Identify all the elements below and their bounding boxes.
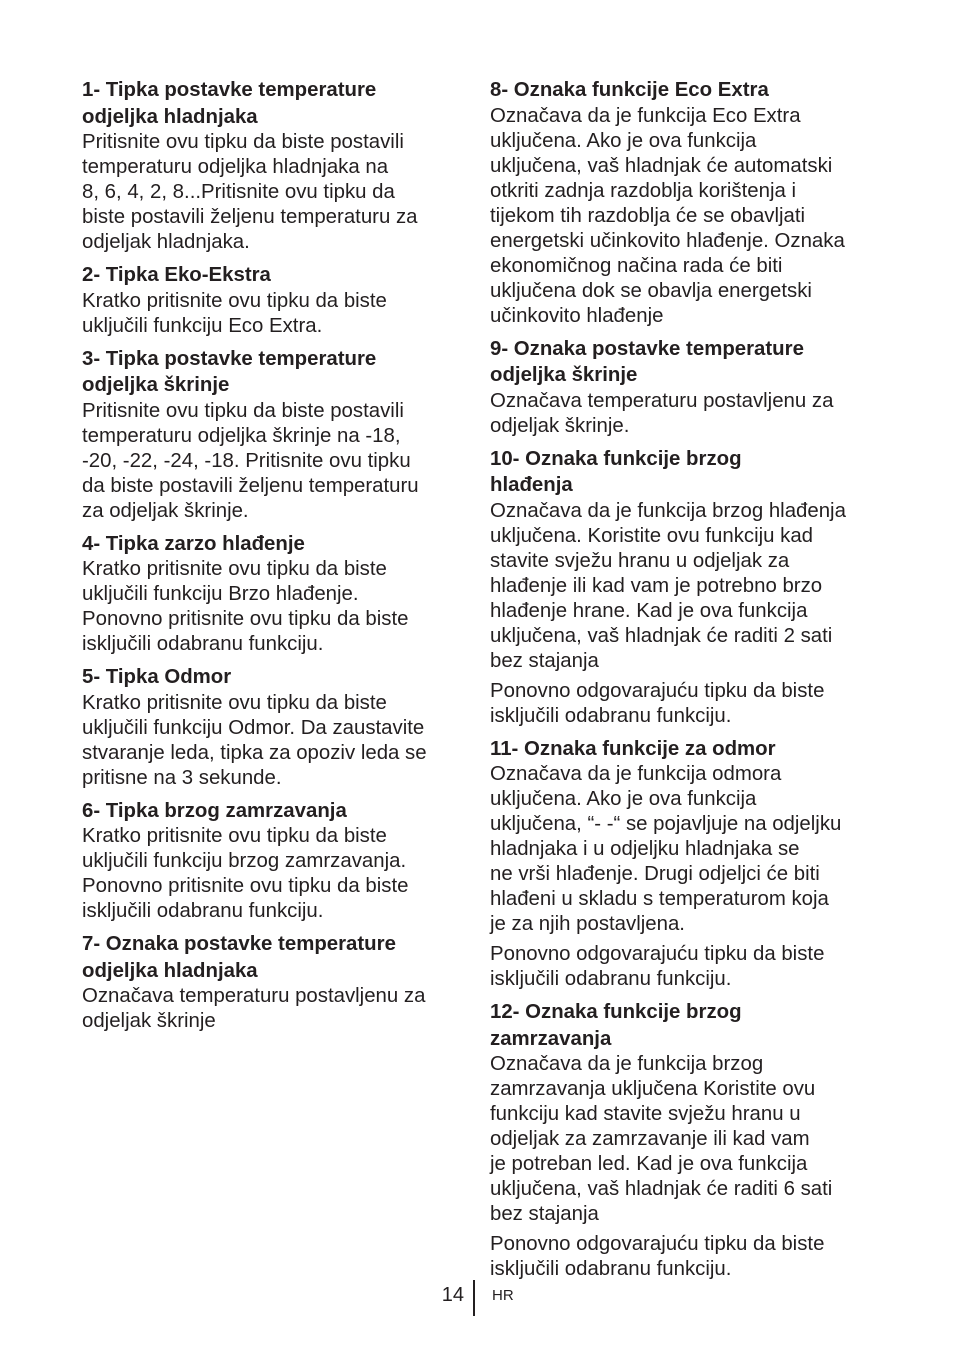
section-paragraph: Označava da je funkcija brzog zamrzavanja uključena Koristite ovu funkciju kad stavite svježu hranu u odjeljak za zamrzavanje ili kad vam je potreban led. Kad je ova funkcija uključena, vaš hladnjak će raditi 6 sati bez stajanja bbox=[490, 1053, 833, 1225]
footer-divider bbox=[473, 1280, 475, 1316]
section-11 bbox=[490, 736, 880, 993]
section-3 bbox=[82, 346, 460, 524]
section-12 bbox=[490, 999, 880, 1282]
section-note: Ponovno odgovarajuću tipku da biste isključili odabranu funkciju. bbox=[490, 679, 825, 727]
language-code: HR bbox=[492, 1287, 514, 1304]
section-10 bbox=[490, 446, 880, 729]
section-paragraph: Kratko pritisnite ovu tipku da biste uključili funkciju Brzo hlađenje. Ponovno pritisnite ovu tipku da biste isključili odabranu funkciju. bbox=[82, 558, 409, 655]
section-paragraph: Kratko pritisnite ovu tipku da biste uključili funkciju Odmor. Da zaustavite stvaranje leda, tipka za opoziv leda se pritisne na 3 sekunde. bbox=[82, 691, 427, 789]
section-heading: 12- Oznaka funkcije brzog zamrzavanja bbox=[490, 1001, 742, 1050]
section-2 bbox=[82, 262, 460, 339]
section-heading: 11- Oznaka funkcije za odmor bbox=[490, 737, 776, 760]
section-9 bbox=[490, 336, 880, 439]
section-paragraph: Označava temperaturu postavljenu za odjeljak škrinje. bbox=[490, 389, 834, 437]
section-heading: 4- Tipka zarzo hlađenje bbox=[82, 532, 305, 555]
section-7 bbox=[82, 931, 460, 1034]
section-heading: 10- Oznaka funkcije brzog hlađenja bbox=[490, 447, 742, 496]
section-paragraph: Kratko pritisnite ovu tipku da biste uključili funkciju Eco Extra. bbox=[82, 289, 387, 337]
section-note: Ponovno odgovarajuću tipku da biste isključili odabranu funkciju. bbox=[490, 943, 825, 990]
section-paragraph: Pritisnite ovu tipku da biste postavili temperaturu odjeljka hladnjaka na 8, 6, 4, 2, 8...Pritisnite ovu tipku da biste postavili željenu temperaturu za odjeljak hladnjaka. bbox=[82, 131, 418, 253]
section-heading: 5- Tipka Odmor bbox=[82, 666, 232, 688]
section-8 bbox=[490, 77, 880, 329]
section-heading: 1- Tipka postavke temperature odjeljka hladnjaka bbox=[82, 79, 377, 128]
section-heading: 9- Oznaka postavke temperature odjeljka škrinje bbox=[490, 337, 804, 386]
section-paragraph: Označava da je funkcija brzog hlađenja uključena. Koristite ovu funkciju kad stavite svježu hranu u odjeljak za hlađenje ili kad vam je potrebno brzo hlađenje hrane. Kad je ova funkcija uključena, vaš hladnjak će raditi 2 sati bez stajanja bbox=[490, 499, 846, 672]
section-4 bbox=[82, 531, 460, 658]
section-1 bbox=[82, 77, 460, 255]
left-column bbox=[82, 77, 460, 1041]
section-heading: 6- Tipka brzog zamrzavanja bbox=[82, 799, 347, 822]
section-note: Ponovno odgovarajuću tipku da biste isključili odabranu funkciju. bbox=[490, 1233, 825, 1280]
section-heading: 2- Tipka Eko-Ekstra bbox=[82, 264, 271, 286]
section-heading: 8- Oznaka funkcije Eco Extra bbox=[490, 79, 769, 101]
section-paragraph: Označava temperaturu postavljenu za odjeljak škrinje bbox=[82, 985, 426, 1032]
section-paragraph: Označava da je funkcija odmora uključena. Ako je ova funkcija uključena, “- -“ se pojavljuje na odjeljku hladnjaka i u odjeljku hladnjaka se ne vrši hlađenje. Drugi odjeljci će biti hlađeni u skladu s temperaturom koja je za njih postavljena. bbox=[490, 763, 842, 935]
page-number: 14 bbox=[441, 1284, 464, 1306]
section-heading: 7- Oznaka postavke temperature odjeljka hladnjaka bbox=[82, 933, 396, 982]
right-column bbox=[490, 77, 880, 1289]
section-paragraph: Pritisnite ovu tipku da biste postavili temperaturu odjeljka škrinje na -18, -20, -22, -24, -18. Pritisnite ovu tipku da biste postavili željenu temperaturu za odjeljak škrinje. bbox=[82, 399, 419, 522]
section-6 bbox=[82, 798, 460, 925]
section-heading: 3- Tipka postavke temperature odjeljka škrinje bbox=[82, 347, 377, 396]
section-5 bbox=[82, 664, 460, 791]
page-footer bbox=[0, 1280, 954, 1316]
section-paragraph: Kratko pritisnite ovu tipku da biste uključili funkciju brzog zamrzavanja. Ponovno pritisnite ovu tipku da biste isključili odabranu funkciju. bbox=[82, 825, 409, 922]
section-paragraph: Označava da je funkcija Eco Extra uključena. Ako je ova funkcija uključena, vaš hladnjak će automatski otkriti zadnja razdoblja korištenja i tijekom tih razdoblja će se obavljati energetski učinkovito hlađenje. Oznaka ekonomičnog načina rada će biti uključena dok se obavlja energetski učinkovito hlađenje bbox=[490, 104, 845, 327]
